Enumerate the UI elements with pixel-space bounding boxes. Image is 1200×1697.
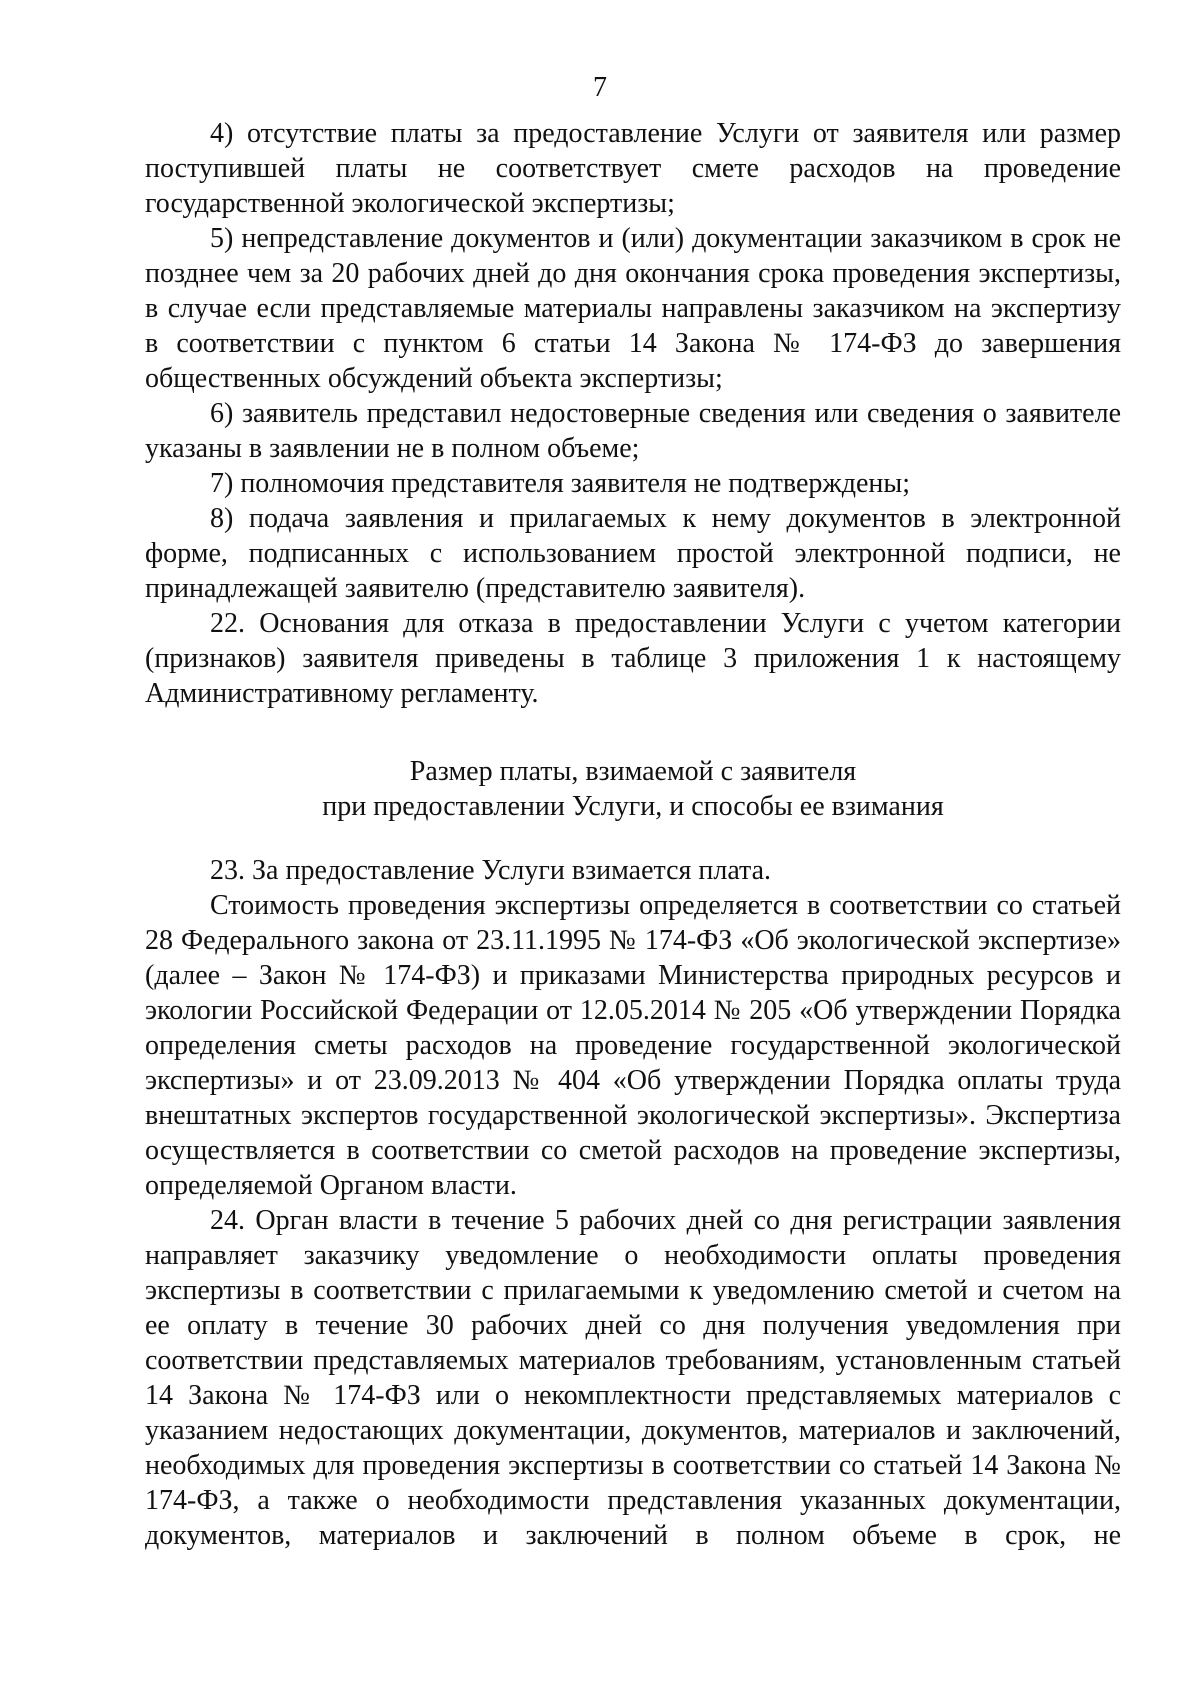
paragraph-clause-22: 22. Основания для отказа в предоставлении Услуги с учетом категории (признаков) заявителя приведены в таблице 3 приложения 1 к настоящему Административному регламенту. [145,608,1121,709]
section-heading [145,754,1121,824]
paragraph-item-6: 6) заявитель представил недостоверные сведения или сведения о заявителе указаны в заявлении не в полном объеме; [145,398,1121,464]
paragraph-item-4: 4) отсутствие платы за предоставление Услуги от заявителя или размер поступившей платы не соответствует смете расходов на проведение государственной экологической экспертизы; [145,118,1121,219]
section-heading-line-1: Размер платы, взимаемой с заявителя [409,756,857,787]
paragraph-clause-23: 23. За предоставление Услуги взимается плата. [210,855,772,886]
paragraph-item-7: 7) полномочия представителя заявителя не подтверждены; [210,468,910,499]
paragraph-cost-determination: Стоимость проведения экспертизы определяется в соответствии со статьей 28 Федерального закона от 23.11.1995 № 174-ФЗ «Об экологической экспертизе» (далее – Закон № 174-ФЗ) и приказами Министерства природных ресурсов и экологии Российской Федерации от 12.05.2014 № 205 «Об утверждении Порядка определения сметы расходов на проведение государственной экологической экспертизы» и от 23.09.2013 № 404 «Об утверждении Порядка оплаты труда внештатных экспертов государственной экологической экспертизы». Экспертиза осуществляется в соответствии со сметой расходов на проведение экспертизы, определяемой Органом власти. [145,890,1121,1201]
section-heading-line-2: при предоставлении Услуги, и способы ее взимания [322,791,944,822]
paragraph-clause-24: 24. Орган власти в течение 5 рабочих дней со дня регистрации заявления направляет заказчику уведомление о необходимости оплаты проведения экспертизы в соответствии с прилагаемыми к уведомлению сметой и счетом на ее оплату в течение 30 рабочих дней со дня получения уведомления при соответствии представляемых материалов требованиям, установленным статьей 14 Закона № 174-ФЗ или о некомплектности представляемых материалов с указанием недостающих документации, документов, материалов и заключений, необходимых для проведения экспертизы в соответствии со статьей 14 Закона № 174-ФЗ, а также о необходимости представления указанных документации, документов, материалов и заключений в полном объеме в срок, не [145,1205,1121,1551]
paragraph-item-5: 5) непредставление документов и (или) документации заказчиком в срок не позднее чем за 20 рабочих дней до дня окончания срока проведения экспертизы, в случае если представляемые материалы направлены заказчиком на экспертизу в соответствии с пунктом 6 статьи 14 Закона № 174-ФЗ до завершения общественных обсуждений объекта экспертизы; [145,223,1121,394]
fee-section [145,853,1121,1553]
refusal-grounds-section [145,116,1121,711]
paragraph-item-8: 8) подача заявления и прилагаемых к нему документов в электронной форме, подписанных с использованием простой электронной подписи, не принадлежащей заявителю (представителю заявителя). [145,503,1121,604]
page-number: 7 [593,72,607,103]
